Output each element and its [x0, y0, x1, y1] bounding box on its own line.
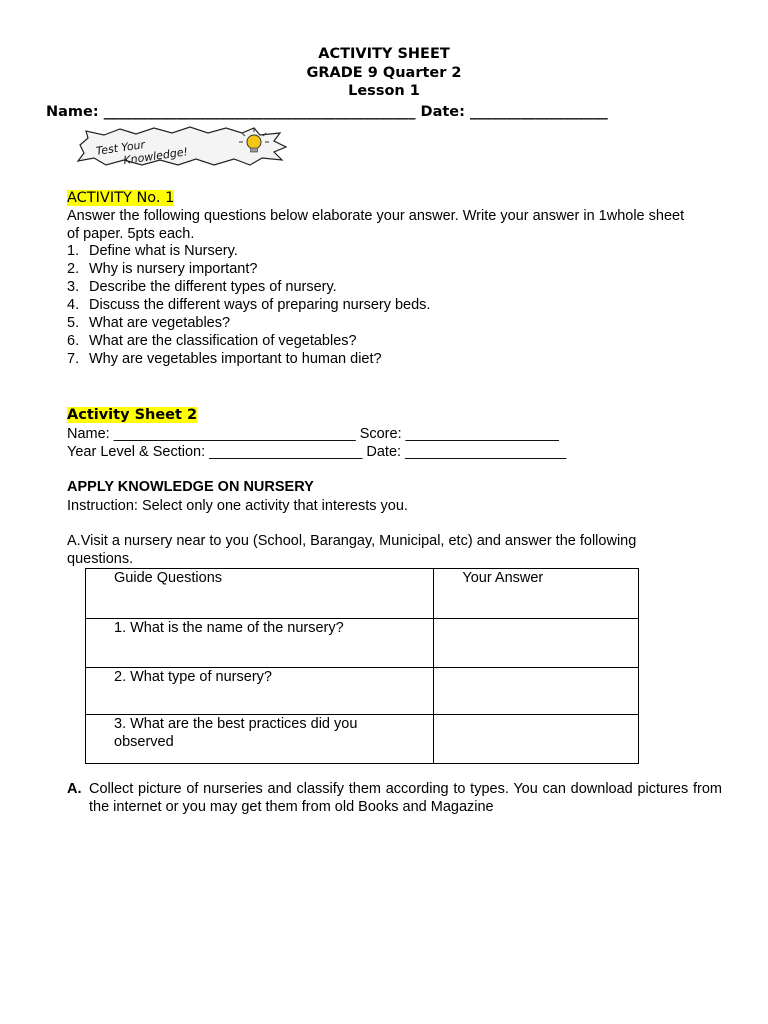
name-blank[interactable]: ___________________________________________ [103, 104, 416, 120]
apply-instruction: Instruction: Select only one activity that interests you. [67, 498, 408, 514]
guide-questions-table [85, 568, 639, 764]
guide-question-cell: 3. What are the best practices did you observed [86, 715, 434, 764]
activity1-heading [67, 189, 174, 207]
sheet-title: ACTIVITY SHEET [318, 46, 450, 62]
activity2-name-score-line[interactable]: Name: ______________________________ Score: ___________________ [67, 426, 559, 442]
answer-cell[interactable] [434, 619, 639, 668]
option-a-line1: A.Visit a nursery near to you (School, Barangay, Municipal, etc) and answer the following [67, 533, 637, 549]
lesson-number: Lesson 1 [348, 83, 420, 99]
guide-question-cell: 2. What type of nursery? [86, 668, 434, 715]
activity1-instruction-line1: Answer the following questions below elaborate your answer. Write your answer in 1whole sheet [67, 208, 685, 224]
table-row [86, 668, 639, 715]
table-header-row [86, 569, 639, 619]
activity2-year-date-line[interactable]: Year Level & Section: ___________________ Date: ____________________ [67, 444, 567, 460]
date-blank[interactable]: ___________________ [470, 104, 608, 120]
list-item: 3. Describe the different types of nursery. [67, 279, 337, 295]
grade-quarter: GRADE 9 Quarter 2 [306, 65, 462, 81]
list-item: 5. What are vegetables? [67, 315, 231, 331]
activity2-heading-text: Activity Sheet 2 [67, 407, 198, 423]
badge-line-2: Knowledge! [122, 145, 189, 167]
guide-question-cell: 1. What is the name of the nursery? [86, 619, 434, 668]
apply-heading: APPLY KNOWLEDGE ON NURSERY [67, 479, 314, 495]
list-item: 4. Discuss the different ways of preparing nursery beds. [67, 297, 431, 313]
header-your-answer: Your Answer [434, 569, 639, 619]
activity1-instruction-line2: of paper. 5pts each. [67, 226, 195, 242]
answer-cell[interactable] [434, 668, 639, 715]
option-a-line2: questions. [67, 551, 134, 567]
table-row [86, 715, 639, 764]
list-item: 2. Why is nursery important? [67, 261, 258, 277]
test-your-knowledge-badge [74, 125, 290, 167]
list-item: 6. What are the classification of vegetables? [67, 333, 357, 349]
table-row [86, 619, 639, 668]
answer-cell[interactable] [434, 715, 639, 764]
activity1-question-list [67, 242, 430, 368]
option-b-label: A. [67, 781, 82, 797]
header-guide-questions: Guide Questions [86, 569, 434, 619]
activity1-heading-text: ACTIVITY No. 1 [67, 190, 175, 206]
option-b-text: Collect picture of nurseries and classify them according to types. You can download pictures from the internet or you may get them from old Books and Magazine [89, 781, 722, 815]
name-date-row [46, 103, 608, 121]
list-item: 1. Define what is Nursery. [67, 243, 238, 259]
name-label: Name: [46, 104, 99, 120]
badge-line-1: Test Your [95, 138, 146, 158]
list-item: 7. Why are vegetables important to human diet? [67, 351, 382, 367]
activity2-heading [67, 406, 197, 424]
date-label: Date: [420, 104, 465, 120]
